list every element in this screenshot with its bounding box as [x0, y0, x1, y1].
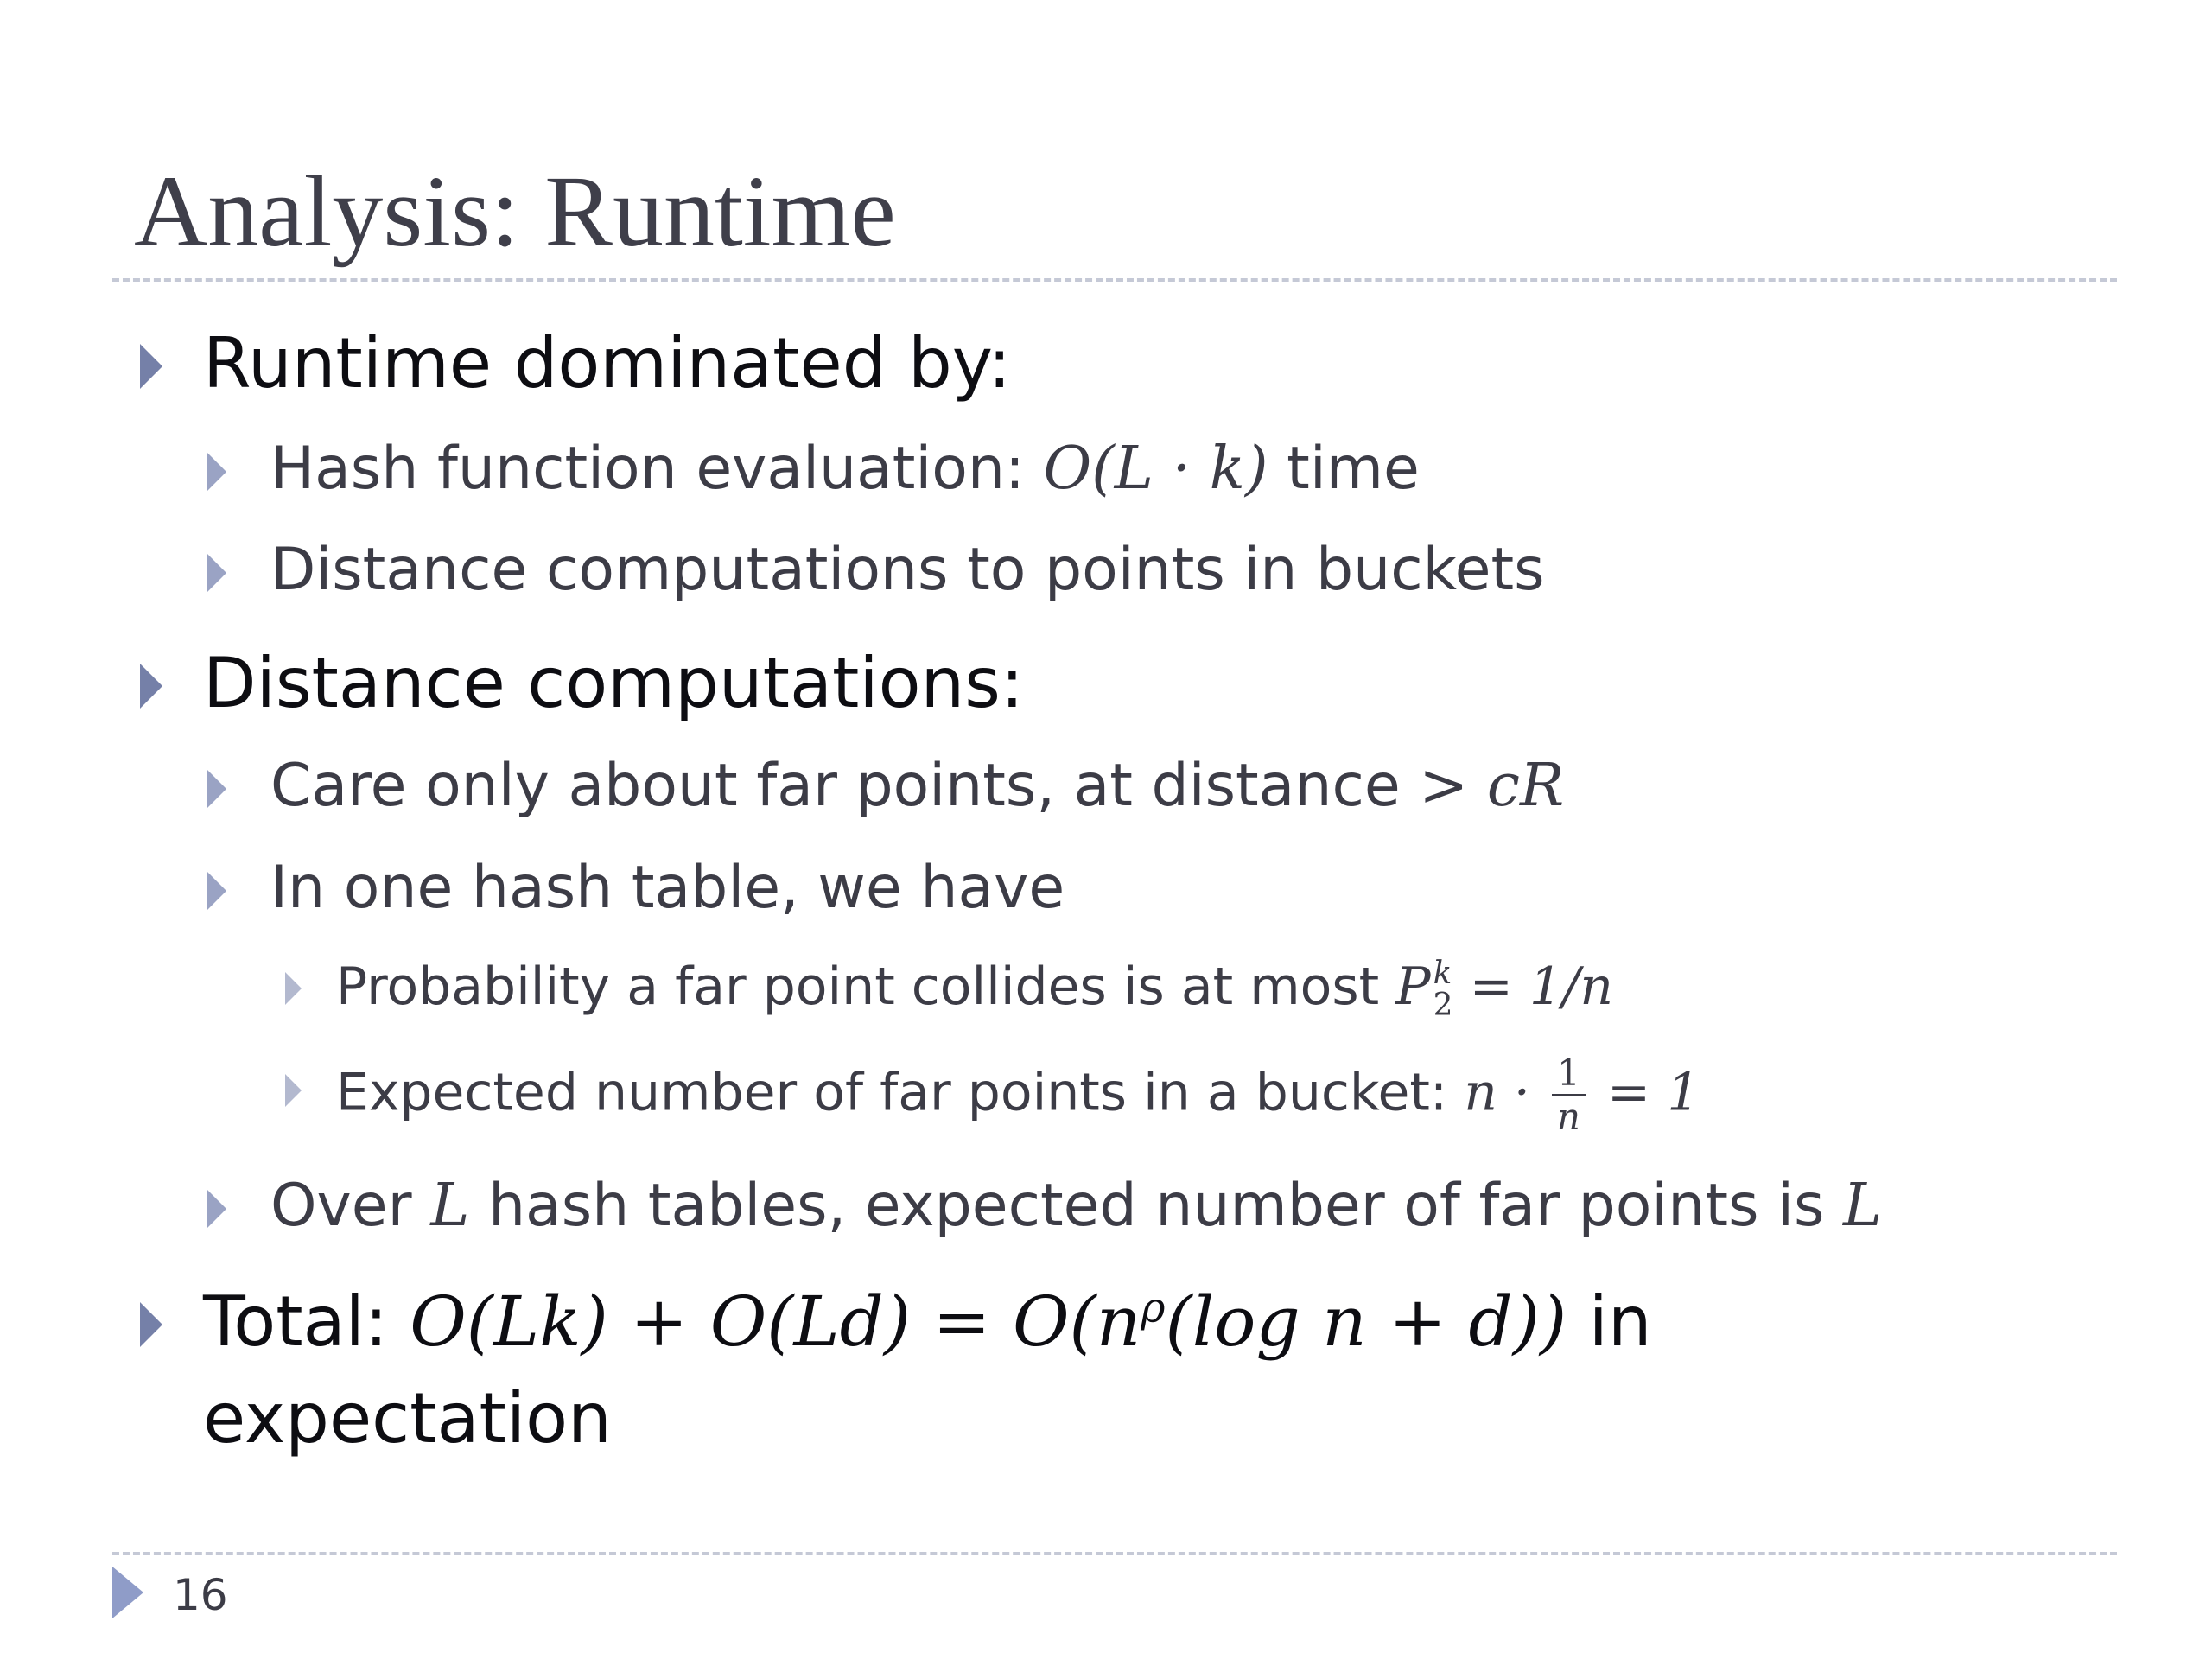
slide-title: Analysis: Runtime [134, 155, 896, 268]
math-variable: L [1843, 1172, 1883, 1240]
math-superscript: k [1433, 955, 1452, 991]
bullet-arrow-icon [140, 664, 162, 709]
bullet-over-l-hash-tables [270, 1165, 1882, 1248]
bullet-arrow-icon [207, 554, 226, 592]
bullet-text-continuation: expectation [203, 1378, 612, 1459]
math-expression: = 1/n [1452, 957, 1613, 1017]
bullet-care-far-points [270, 745, 1564, 828]
math-variable: L [430, 1172, 470, 1240]
math-expression: > cR [1419, 752, 1565, 820]
math-expression-lhs: n · [1464, 1062, 1548, 1123]
bullet-arrow-icon [140, 344, 162, 389]
page-number: 16 [173, 1570, 228, 1620]
bullet-expected-far-points-bucket [336, 1052, 1700, 1139]
title-divider [112, 278, 2117, 282]
math-subscript: 2 [1433, 988, 1453, 1024]
bullet-runtime-dominated [203, 315, 1011, 412]
footer-divider [112, 1552, 2117, 1555]
math-supsub [1433, 957, 1453, 1023]
bullet-text: Over [270, 1172, 431, 1240]
math-superscript: ρ [1141, 1283, 1166, 1332]
bullet-arrow-icon [140, 1302, 162, 1347]
bullet-one-hash-table [270, 847, 1065, 930]
math-expression: O(L · k) [1043, 435, 1268, 503]
bullet-text: in [1567, 1281, 1652, 1362]
bullet-arrow-icon [207, 872, 226, 910]
bullet-text: Expected number of far points in a bucket: [336, 1062, 1465, 1123]
fraction-numerator: 1 [1552, 1052, 1586, 1096]
math-fraction [1552, 1052, 1586, 1139]
bullet-total [203, 1274, 1652, 1467]
bullet-text: Care only about far points, at distance [270, 752, 1420, 820]
bullet-text: hash tables, expected number of far points is [469, 1172, 1844, 1240]
bullet-arrow-icon [207, 770, 226, 808]
fraction-denominator: n [1556, 1096, 1580, 1139]
bullet-distance-computations [203, 635, 1024, 732]
bullet-collision-probability [336, 950, 1613, 1023]
bullet-arrow-icon [285, 972, 302, 1005]
bullet-text: Total: [203, 1281, 410, 1362]
bullet-arrow-icon [285, 1074, 302, 1107]
bullet-text-suffix: time [1268, 435, 1420, 503]
bullet-text: Runtime dominated by: [203, 323, 1012, 404]
bullet-arrow-icon [207, 453, 226, 491]
bullet-distance-computations-buckets [270, 529, 1545, 612]
bullet-hash-function-evaluation [270, 428, 1420, 511]
page-arrow-icon [112, 1567, 143, 1618]
bullet-text: Hash function evaluation: [270, 435, 1044, 503]
math-expression-rhs: = 1 [1590, 1062, 1700, 1123]
bullet-text: Distance computations to points in buckets [270, 536, 1545, 604]
math-expression: O(Lk) + O(Ld) = O(n [410, 1281, 1141, 1362]
bullet-text: Distance computations: [203, 643, 1024, 723]
bullet-arrow-icon [207, 1190, 226, 1228]
math-base: P [1395, 957, 1431, 1017]
bullet-text: Probability a far point collides is at most [336, 957, 1396, 1017]
math-expression: (log n + d)) [1165, 1281, 1567, 1362]
bullet-text: In one hash table, we have [270, 854, 1065, 922]
